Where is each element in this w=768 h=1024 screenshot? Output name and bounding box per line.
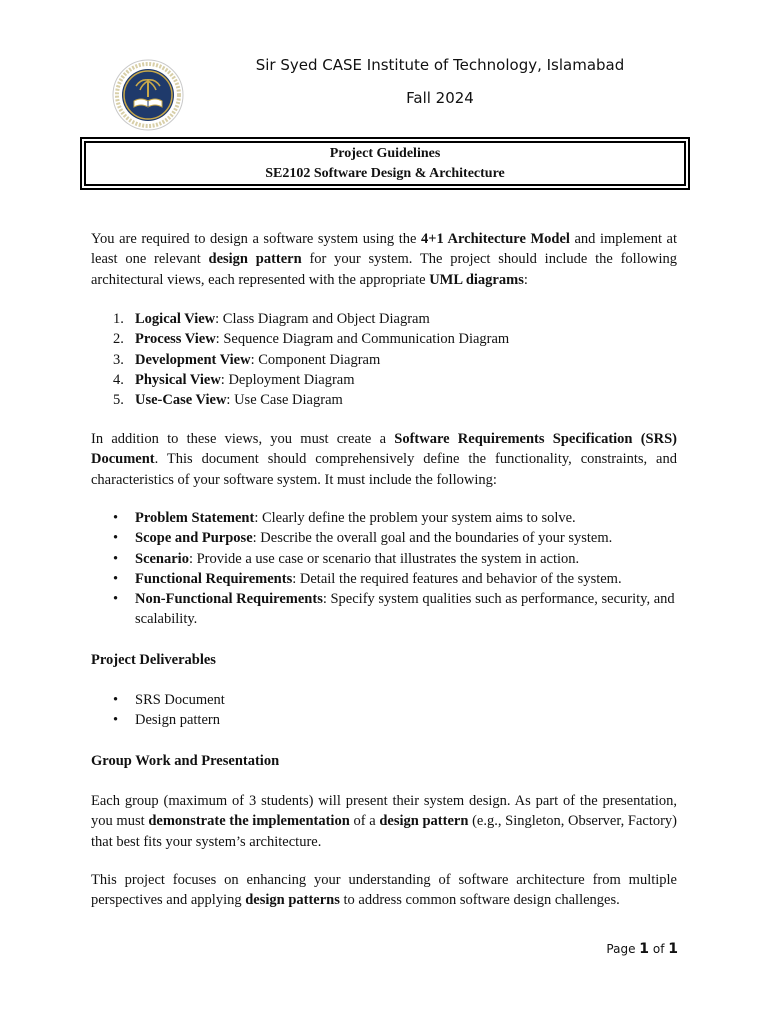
- intro-paragraph: You are required to design a software system using the 4+1 Architecture Model and implement at least one relevant design pattern for your system. The project should include the following architectural views, each represented with the appropriate UML diagrams:: [91, 231, 678, 288]
- institution-name: Sir Syed CASE Institute of Technology, Islamabad: [255, 56, 625, 74]
- list-item: • Non-Functional Requirements: Specify system qualities such as performance, security, and scalability.: [113, 591, 675, 628]
- list-item: 4. Physical View: Deployment Diagram: [113, 371, 355, 388]
- srs-items-list: [91, 508, 677, 630]
- list-item: • Scenario: Provide a use case or scenario that illustrates the system in action.: [113, 550, 580, 567]
- title-box: [80, 137, 690, 190]
- list-item: • Design pattern: [113, 712, 220, 729]
- list-item: • Problem Statement: Clearly define the problem your system aims to solve.: [113, 510, 576, 526]
- list-item: 2. Process View: Sequence Diagram and Communication Diagram: [113, 331, 510, 348]
- list-item: • SRS Document: [113, 692, 225, 708]
- page-number: Page 1 of 1: [606, 941, 678, 957]
- title-box-inner: [84, 141, 686, 186]
- deliverables-list: [91, 690, 677, 731]
- srs-paragraph: In addition to these views, you must create a Software Requirements Specification (SRS) Document. This document should comprehensively define the functionality, constraints, and characteristics of your software system. It must include the following:: [91, 431, 677, 488]
- group-work-paragraph: Each group (maximum of 3 students) will present their system design. As part of the presentation, you must demonstrate the implementation of a design pattern (e.g., Singleton, Observer, Factory) that best fits your system’s architecture.: [91, 793, 678, 850]
- term-label: Fall 2024: [406, 89, 474, 107]
- architecture-views-list: [91, 309, 677, 410]
- institute-seal-icon: [112, 59, 184, 131]
- closing-paragraph: This project focuses on enhancing your understanding of software architecture from multiple perspectives and applying design patterns to address common software design challenges.: [91, 872, 677, 909]
- list-item: 1. Logical View: Class Diagram and Object Diagram: [113, 311, 430, 327]
- group-work-heading: Group Work and Presentation: [91, 753, 280, 769]
- title-line-guidelines: Project Guidelines: [329, 145, 441, 161]
- list-item: 5. Use-Case View: Use Case Diagram: [113, 392, 343, 409]
- list-item: • Functional Requirements: Detail the required features and behavior of the system.: [113, 570, 622, 587]
- deliverables-heading: Project Deliverables: [91, 652, 216, 668]
- list-item: • Scope and Purpose: Describe the overall goal and the boundaries of your system.: [113, 530, 613, 547]
- list-item: 3. Development View: Component Diagram: [113, 351, 381, 368]
- title-line-course: SE2102 Software Design & Architecture: [265, 165, 505, 181]
